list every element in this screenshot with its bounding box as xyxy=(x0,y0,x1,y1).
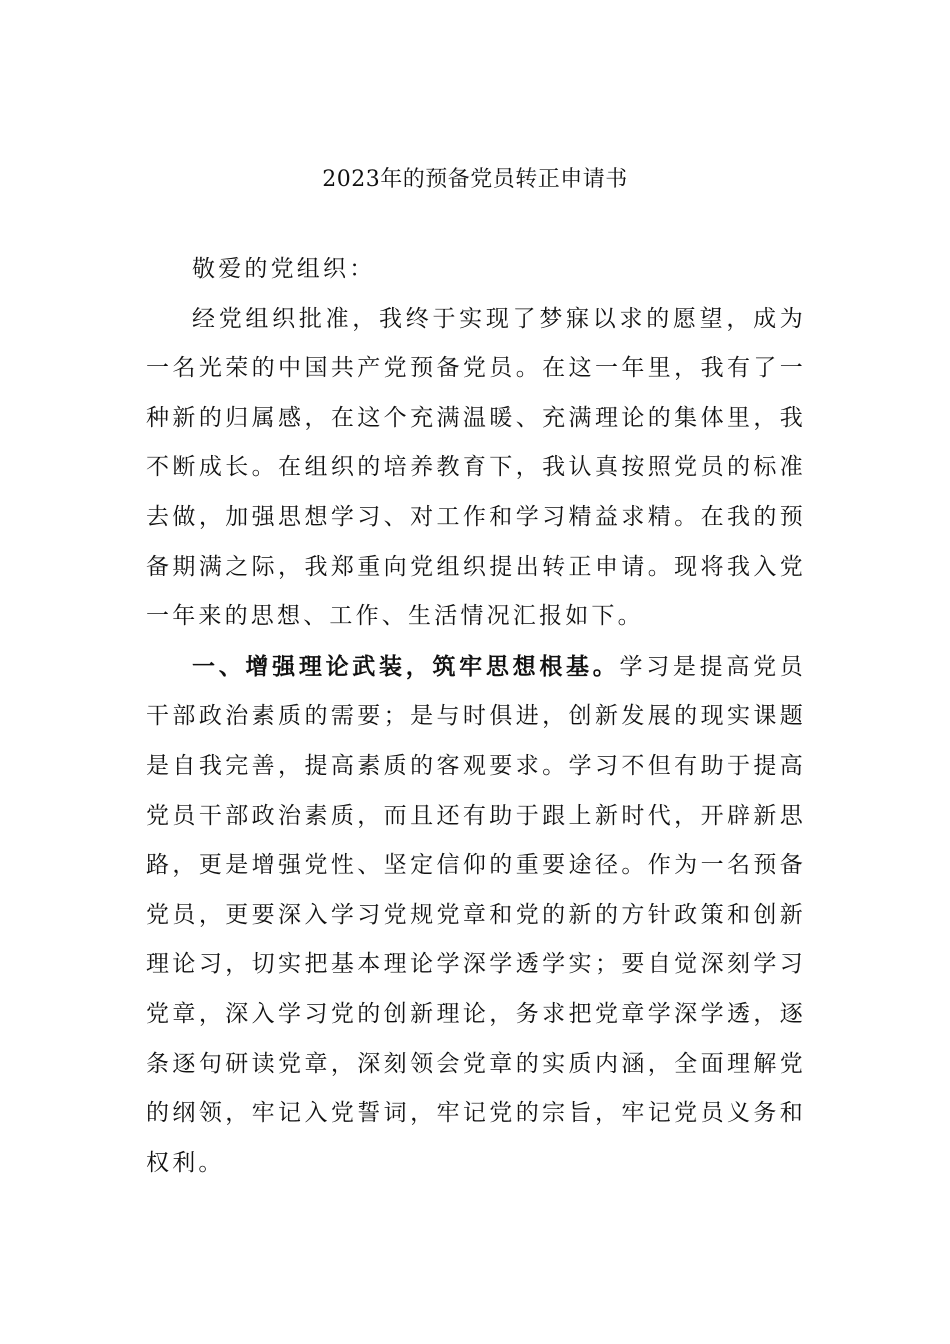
salutation: 敬爱的党组织： xyxy=(192,256,376,282)
document-body xyxy=(146,245,806,1188)
section-1-heading: 一、增强理论武装，筑牢思想根基。 xyxy=(192,652,620,680)
document-title: 2023年的预备党员转正申请书 xyxy=(322,167,628,192)
section-1-text: 学习是提高党员干部政治素质的需要；是与时俱进，创新发展的现实课题是自我完善，提高素质的客观要求。学习不但有助于提高党员干部政治素质，而且还有助于跟上新时代，开辟新思路，更是增强党性、坚定信仰的重要途径。作为一名预备党员，更要深入学习党规党章和党的新的方针政策和创新理论习，切实把基本理论学深学透学实；要自觉深刻学习党章，深入学习党的创新理论，务求把党章学深学透，逐条逐句研读党章，深刻领会党章的实质内涵，全面理解党的纲领，牢记入党誓词，牢记党的宗旨，牢记党员义务和权利。 xyxy=(146,653,806,1176)
section-1-paragraph xyxy=(146,642,806,1189)
intro-paragraph: 经党组织批准，我终于实现了梦寐以求的愿望，成为一名光荣的中国共产党预备党员。在这一年里，我有了一种新的归属感，在这个充满温暖、充满理论的集体里，我不断成长。在组织的培养教育下，我认真按照党员的标准去做，加强思想学习、对工作和学习精益求精。在我的预备期满之际，我郑重向党组织提出转正申请。现将我入党一年来的思想、工作、生活情况汇报如下。 xyxy=(146,305,806,630)
